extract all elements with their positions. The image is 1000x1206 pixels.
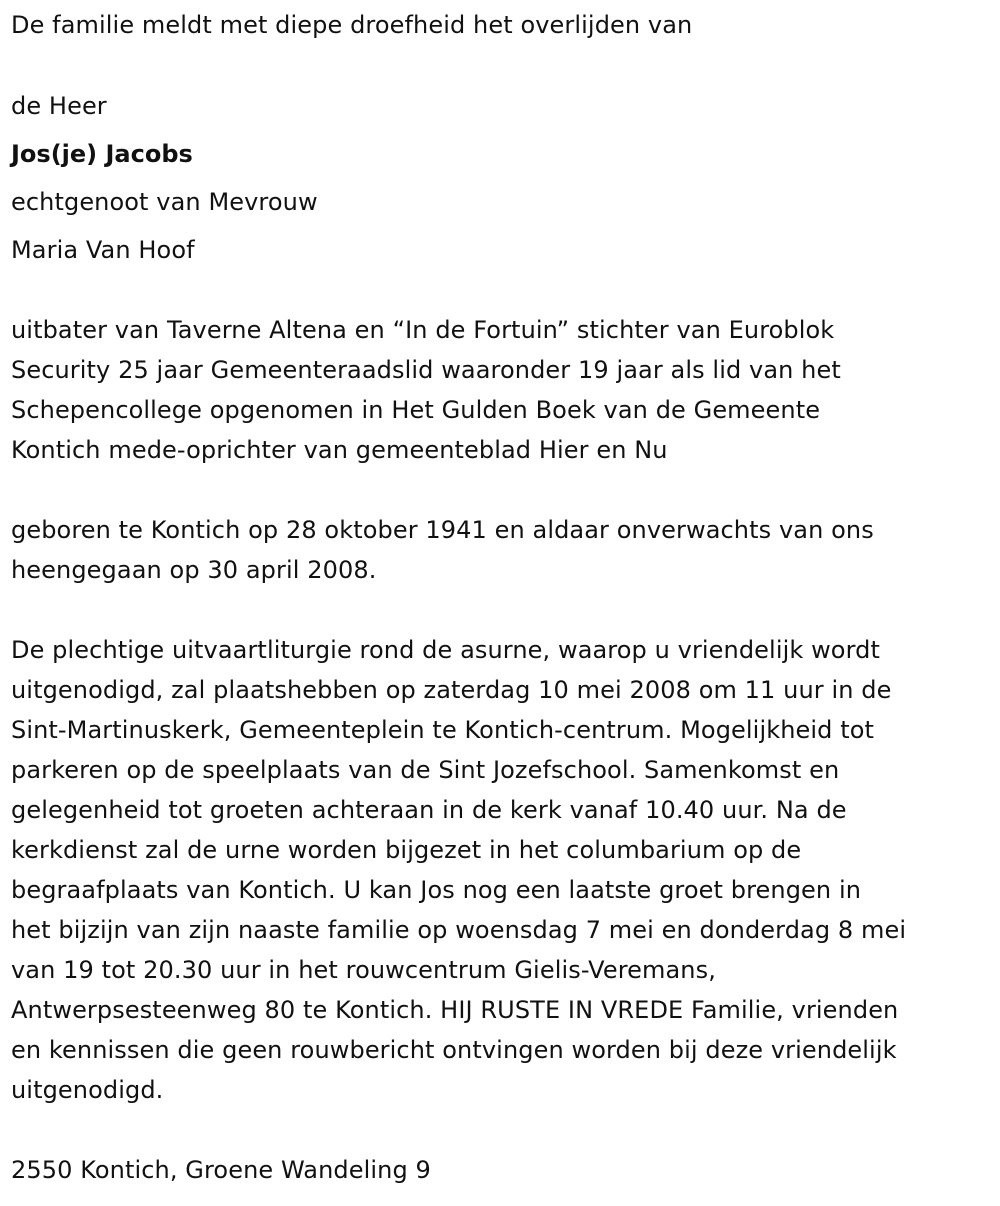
career-line: Security 25 jaar Gemeenteraadslid waaronder 19 jaar als lid van het: [11, 356, 841, 384]
spouse-label: echtgenoot van Mevrouw: [11, 188, 318, 216]
deceased-name: Jos(je) Jacobs: [11, 140, 193, 168]
address: 2550 Kontich, Groene Wandeling 9: [11, 1156, 431, 1184]
career-line: Schepencollege opgenomen in Het Gulden Boek van de Gemeente: [11, 396, 821, 424]
ceremony-line: Sint-Martinuskerk, Gemeenteplein te Kontich-centrum. Mogelijkheid tot: [11, 716, 875, 744]
spouse-name: Maria Van Hoof: [11, 236, 195, 264]
ceremony-line: uitgenodigd, zal plaatshebben op zaterdag 10 mei 2008 om 11 uur in de: [11, 676, 892, 704]
life-line: heengegaan op 30 april 2008.: [11, 556, 377, 584]
career-paragraph: [11, 310, 996, 470]
ceremony-line: Antwerpsesteenweg 80 te Kontich. HIJ RUSTE IN VREDE Familie, vrienden: [11, 996, 899, 1024]
ceremony-line: De plechtige uitvaartliturgie rond de asurne, waarop u vriendelijk wordt: [11, 636, 880, 664]
ceremony-line: van 19 tot 20.30 uur in het rouwcentrum Gielis-Veremans,: [11, 956, 716, 984]
ceremony-paragraph: [11, 630, 996, 1110]
ceremony-line: het bijzijn van zijn naaste familie op woensdag 7 mei en donderdag 8 mei: [11, 916, 907, 944]
ceremony-line: begraafplaats van Kontich. U kan Jos nog een laatste groet brengen in: [11, 876, 862, 904]
salutation: de Heer: [11, 92, 107, 120]
ceremony-line: en kennissen die geen rouwbericht ontvingen worden bij deze vriendelijk: [11, 1036, 897, 1064]
life-dates-paragraph: [11, 510, 996, 590]
ceremony-line: uitgenodigd.: [11, 1076, 164, 1104]
ceremony-line: parkeren op de speelplaats van de Sint Jozefschool. Samenkomst en: [11, 756, 840, 784]
ceremony-line: kerkdienst zal de urne worden bijgezet in het columbarium op de: [11, 836, 802, 864]
career-line: uitbater van Taverne Altena en “In de Fortuin” stichter van Euroblok: [11, 316, 835, 344]
life-line: geboren te Kontich op 28 oktober 1941 en aldaar onverwachts van ons: [11, 516, 874, 544]
intro-text: De familie meldt met diepe droefheid het overlijden van: [11, 11, 693, 39]
career-line: Kontich mede-oprichter van gemeenteblad Hier en Nu: [11, 436, 668, 464]
ceremony-line: gelegenheid tot groeten achteraan in de kerk vanaf 10.40 uur. Na de: [11, 796, 847, 824]
